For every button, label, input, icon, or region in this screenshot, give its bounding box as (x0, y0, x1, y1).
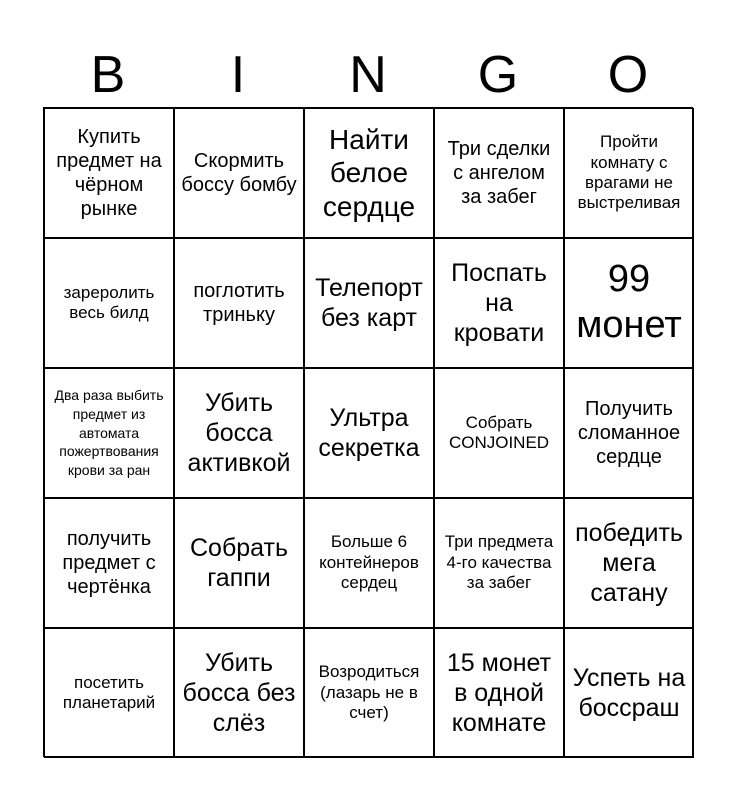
bingo-cell-r3-c2[interactable] (174, 368, 304, 498)
cell-text: Успеть на боссраш (572, 664, 686, 722)
header-letter-i: I (230, 46, 246, 104)
cell-text: Собрать гаппи (189, 534, 288, 592)
cell-text: зареролить весь билд (63, 282, 155, 322)
bingo-cell-r1-c2[interactable] (174, 108, 304, 238)
cell-text: 15 монет в одной комнате (446, 649, 552, 737)
cell-text: Получить сломанное сердце (577, 398, 681, 468)
bingo-cell-r1-c3[interactable] (304, 108, 434, 238)
cell-text: Два раза выбить предмет из автомата пожертвования крови за ран (54, 386, 164, 479)
bingo-cell-r5-c3[interactable] (304, 628, 434, 758)
cell-text: победить мега сатану (575, 519, 683, 607)
cell-text: Поспать на кровати (451, 259, 547, 347)
cell-text: Ультра секретка (318, 404, 420, 462)
bingo-cell-r3-c4[interactable] (434, 368, 564, 498)
cell-text: Телепорт без карт (315, 274, 423, 332)
cell-text: Больше 6 контейнеров сердец (319, 532, 419, 593)
bingo-cell-r4-c1[interactable] (44, 498, 174, 628)
bingo-cell-r5-c2[interactable] (174, 628, 304, 758)
cell-text: Убить босса активкой (187, 389, 291, 477)
bingo-cell-r2-c3[interactable] (304, 238, 434, 368)
bingo-card (43, 107, 693, 757)
bingo-cell-r2-c5[interactable] (564, 238, 694, 368)
header-letter-o: O (607, 46, 649, 104)
bingo-cell-r5-c5[interactable] (564, 628, 694, 758)
cell-text: Три сделки с ангелом за забег (447, 138, 551, 208)
bingo-cell-r4-c4[interactable] (434, 498, 564, 628)
bingo-cell-r4-c2[interactable] (174, 498, 304, 628)
cell-text: получить предмет с чертёнка (62, 528, 156, 598)
bingo-cell-r1-c4[interactable] (434, 108, 564, 238)
bingo-cell-r2-c2[interactable] (174, 238, 304, 368)
cell-text: посетить планетарий (62, 672, 156, 712)
header-letter-n: N (349, 46, 387, 104)
bingo-cell-r1-c5[interactable] (564, 108, 694, 238)
cell-text: Пройти комнату с врагами не выстреливая (577, 132, 681, 213)
bingo-cell-r2-c4[interactable] (434, 238, 564, 368)
bingo-cell-r4-c5[interactable] (564, 498, 694, 628)
cell-text: Возродиться (лазарь не в счет) (318, 662, 420, 723)
bingo-cell-r4-c3[interactable] (304, 498, 434, 628)
bingo-header (43, 42, 693, 108)
bingo-cell-r2-c1[interactable] (44, 238, 174, 368)
bingo-cell-r1-c1[interactable] (44, 108, 174, 238)
bingo-cell-r3-c1[interactable] (44, 368, 174, 498)
bingo-cell-r5-c4[interactable] (434, 628, 564, 758)
cell-text: Собрать CONJOINED (448, 412, 550, 452)
bingo-cell-r3-c3[interactable] (304, 368, 434, 498)
bingo-cell-r5-c1[interactable] (44, 628, 174, 758)
cell-text: Убить босса без слёз (182, 649, 296, 737)
cell-text: Три предмета 4-го качества за забег (444, 532, 554, 593)
bingo-cell-r3-c5[interactable] (564, 368, 694, 498)
cell-text: 99 монет (576, 258, 682, 346)
cell-text: Скормить боссу бомбу (181, 150, 297, 196)
cell-text: Купить предмет на чёрном рынке (56, 126, 162, 220)
cell-text: Найти белое сердце (322, 123, 416, 222)
header-letter-b: B (90, 46, 126, 104)
cell-text: поглотить триньку (193, 280, 285, 326)
header-letter-g: G (477, 46, 519, 104)
